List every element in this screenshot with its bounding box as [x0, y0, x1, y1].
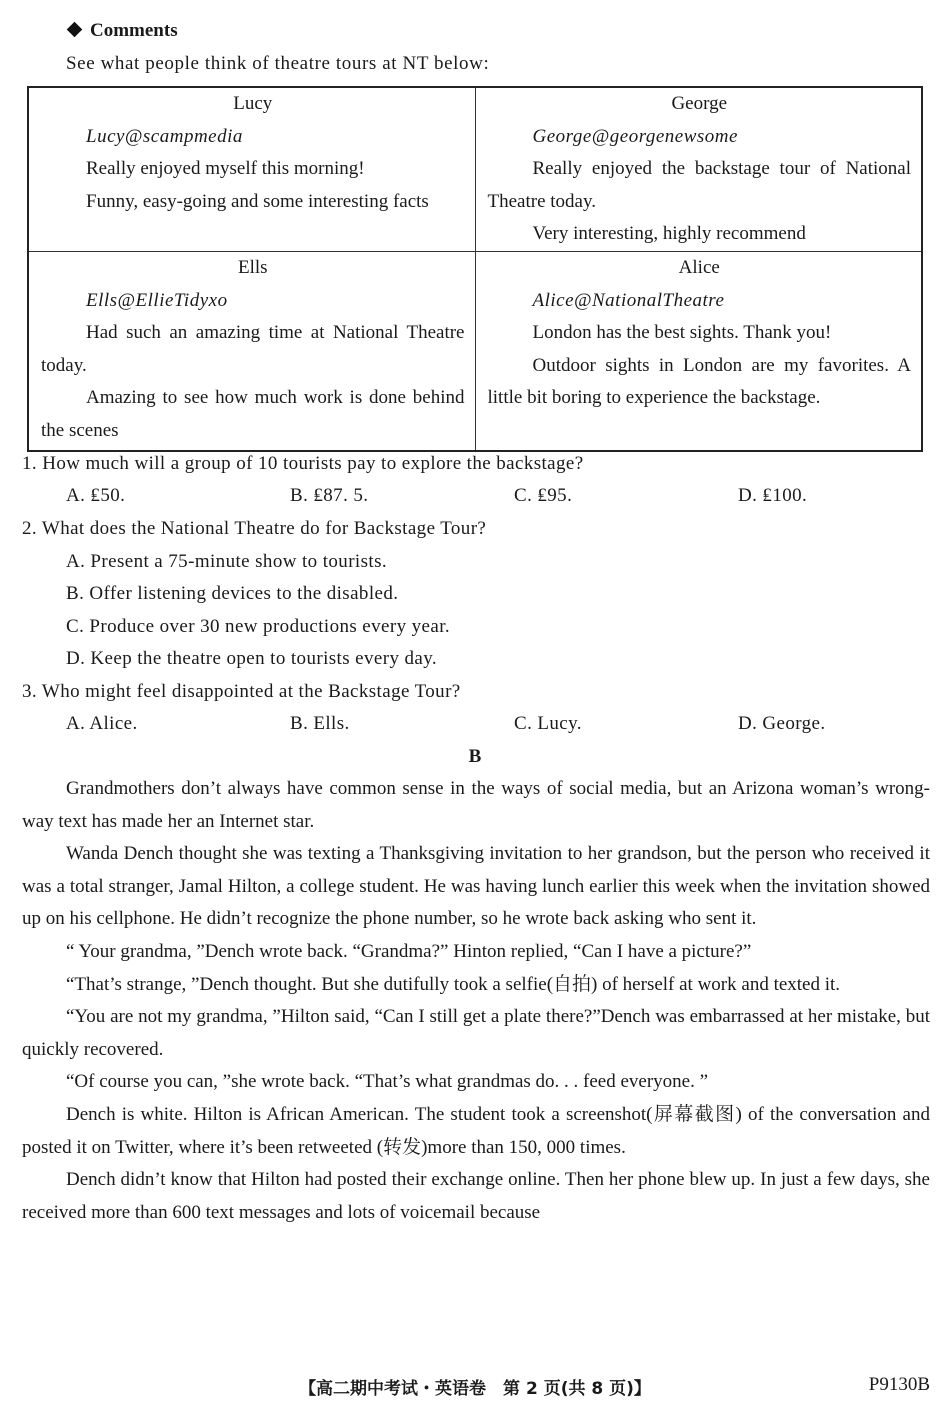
option-b[interactable]: B. Offer listening devices to the disabled. [66, 583, 399, 604]
table-row [28, 251, 922, 451]
passage-paragraph: Dench didn’t know that Hilton had posted their exchange online. Then her phone blew up. In just a few days, she received more than 600 text messages and lots of voicemail because [22, 1169, 930, 1223]
comment-line: London has the best sights. Thank you! [532, 322, 832, 344]
option-c[interactable]: C. ₤95. [514, 485, 573, 506]
option-a[interactable]: A. Alice. [66, 713, 138, 734]
option-d[interactable]: D. ₤100. [738, 485, 808, 506]
comment-cell-lucy [28, 87, 475, 251]
comment-line: Amazing to see how much work is done behind the scenes [41, 387, 465, 441]
comment-handle: George@georgenewsome [532, 125, 738, 147]
section-b-label: B [468, 746, 482, 767]
option-a[interactable]: A. ₤50. [66, 485, 126, 506]
passage-paragraph: Dench is white. Hilton is African American. The student took a screenshot(屏幕截图) of the conversation and posted it on Twitter, where it’s been retweeted (转发)more than 150, 000 times. [22, 1103, 930, 1158]
option-c[interactable]: C. Produce over 30 new productions every year. [66, 616, 451, 637]
question-2-stem: 2. What does the National Theatre do for Backstage Tour? [22, 518, 487, 539]
comments-heading-text: Comments [90, 20, 178, 41]
comment-line: Had such an amazing time at National Theatre today. [41, 322, 465, 376]
option-d[interactable]: D. George. [738, 713, 826, 734]
comment-cell-ells [28, 251, 475, 451]
option-a[interactable]: A. Present a 75-minute show to tourists. [66, 551, 388, 572]
comment-name: Alice [678, 256, 720, 278]
comment-handle: Ells@EllieTidyxo [86, 289, 228, 311]
question-3-stem: 3. Who might feel disappointed at the Backstage Tour? [22, 681, 461, 702]
question-1-options [0, 485, 950, 515]
question-3-options [0, 713, 950, 743]
comment-handle: Alice@NationalTheatre [532, 289, 725, 311]
comment-cell-george [475, 87, 922, 251]
comment-line: Really enjoyed myself this morning! [86, 158, 365, 180]
passage-paragraph: “You are not my grandma, ”Hilton said, “Can I still get a plate there?”Dench was embarrassed at her mistake, but quickly recovered. [22, 1006, 930, 1060]
comment-name: George [671, 93, 728, 114]
comment-line: Really enjoyed the backstage tour of National Theatre today. [487, 158, 911, 212]
comments-table [27, 86, 923, 452]
comments-intro: See what people think of theatre tours at NT below: [66, 53, 490, 74]
comment-name: Ells [237, 256, 268, 278]
passage-paragraph: “Of course you can, ”she wrote back. “That’s what grandmas do. . . feed everyone. ” [66, 1071, 709, 1093]
passage-paragraph: Wanda Dench thought she was texting a Thanksgiving invitation to her grandson, but the person who received it was a total stranger, Jamal Hilton, a college student. He was having lunch earlier this week when the invitation showed up on his cellphone. He didn’t recognize the phone number, so he wrote back asking who sent it. [22, 843, 930, 930]
comment-handle: Lucy@scampmedia [86, 125, 243, 147]
diamond-bullet-icon [67, 22, 83, 38]
option-d[interactable]: D. Keep the theatre open to tourists every day. [66, 648, 438, 669]
comment-line: Funny, easy-going and some interesting facts [86, 190, 429, 212]
comments-heading [66, 20, 178, 42]
passage-paragraph: Grandmothers don’t always have common sense in the ways of social media, but an Arizona woman’s wrong-way text has made her an Internet star. [22, 778, 930, 832]
comment-line: Outdoor sights in London are my favorites. A little bit boring to experience the backstage. [487, 354, 911, 409]
comment-cell-alice [475, 251, 922, 451]
passage-paragraph: “ Your grandma, ”Dench wrote back. “Grandma?” Hinton replied, “Can I have a picture?” [66, 940, 752, 962]
comment-line: Very interesting, highly recommend [532, 223, 806, 245]
table-row [28, 87, 922, 251]
option-b[interactable]: B. Ells. [290, 713, 350, 734]
option-c[interactable]: C. Lucy. [514, 713, 582, 734]
comment-name: Lucy [233, 93, 273, 114]
option-b[interactable]: B. ₤87. 5. [290, 485, 369, 506]
page-footer: 【高二期中考试・英语卷 第 2 页(共 8 页)】 [299, 1379, 651, 1399]
exam-code: P9130B [868, 1374, 930, 1395]
passage-paragraph: “That’s strange, ”Dench thought. But she dutifully took a selfie(自拍) of herself at work and texted it. [66, 973, 841, 995]
question-1-stem: 1. How much will a group of 10 tourists pay to explore the backstage? [22, 453, 584, 474]
section-b-passage [22, 773, 930, 1229]
